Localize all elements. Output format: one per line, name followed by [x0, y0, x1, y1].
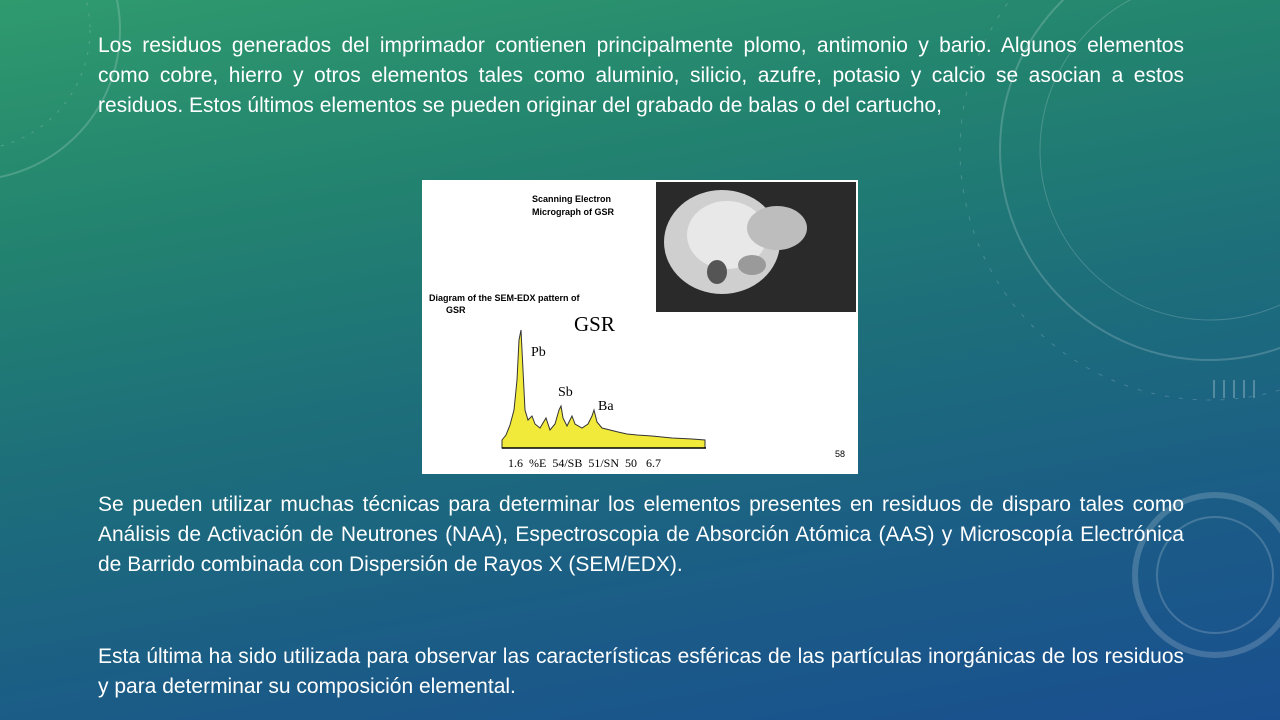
spectrum-axis-footer: 1.6 %E 54/SB 51/SN 50 6.7 — [508, 456, 662, 470]
paragraph-sem-use: Esta última ha sido utilizada para observar las características esféricas de las partículas inorgánicas de los residuos y para determinar su composición elemental. — [98, 645, 1184, 698]
figure-page-number: 58 — [835, 449, 846, 459]
paragraph-techniques: Se pueden utilizar muchas técnicas para determinar los elementos presentes en residuos de disparo tales como Análisis de Activación de Neutrones (NAA), Espectroscopia de Absorción Atómica (AAS) y Microscopía Electrónica de Barrido combinada con Dispersión de Rayos X (SEM/EDX). — [98, 493, 1184, 576]
paragraph-intro: Los residuos generados del imprimador contienen principalmente plomo, antimonio y bario. Algunos elementos como cobre, hierro y otros elementos tales como aluminio, silicio, azufre, potasio y calcio se asocian a estos residuos. Estos últimos elementos se pueden originar del grabado de balas o del cartucho, — [98, 34, 1184, 117]
edx-caption-line2: GSR — [446, 305, 466, 315]
edx-caption-line1: Diagram of the SEM-EDX pattern of — [429, 293, 580, 303]
sem-caption-line1: Scanning Electron — [532, 194, 612, 204]
peak-label-ba: Ba — [598, 399, 614, 414]
sem-caption-line2: Micrograph of GSR — [532, 207, 615, 217]
peak-label-sb: Sb — [558, 385, 573, 400]
spectrum-title: GSR — [574, 312, 615, 336]
gsr-figure-drawing — [422, 180, 858, 474]
gsr-figure — [422, 180, 858, 474]
sem-micrograph-image — [656, 182, 856, 312]
peak-label-pb: Pb — [531, 345, 546, 360]
